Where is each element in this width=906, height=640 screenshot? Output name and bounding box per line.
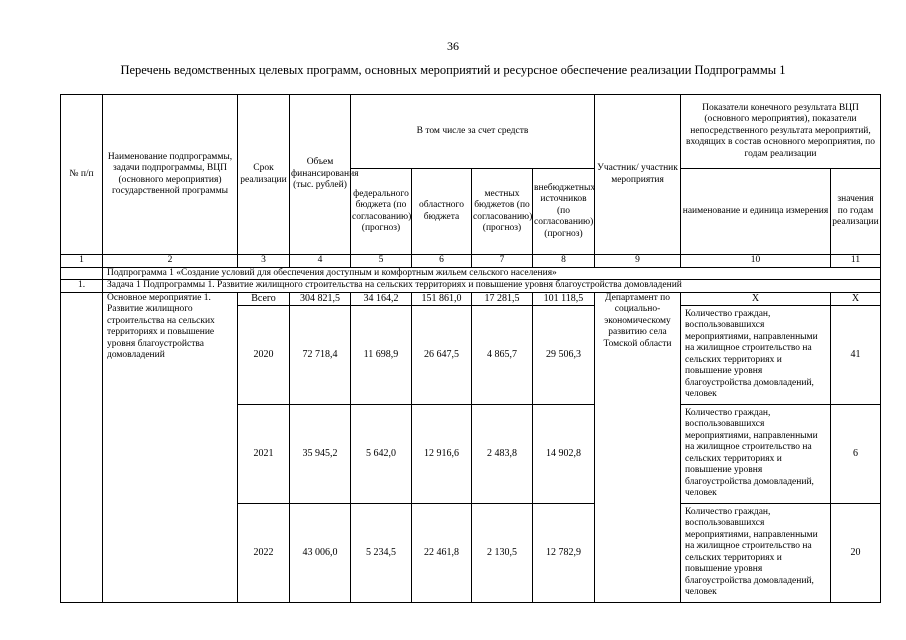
task-row [61,280,881,293]
volume-cell: 72 718,4 [290,305,351,404]
header-ind-value: значения по годам реализации [831,169,881,255]
term-cell: 2020 [238,305,290,404]
indicator-name-cell: Х [681,292,831,305]
indicator-value-cell: 20 [831,503,881,602]
volume-cell: 35 945,2 [290,404,351,503]
regional-cell: 151 861,0 [412,292,472,305]
indicator-name-cell: Количество граждан, воспользовавшихся мероприятиями, направленными на жилищное строительство на сельских территориях и повышение уровня благоустройства домовладений, человек [681,404,831,503]
extra-cell: 14 902,8 [533,404,595,503]
col-number: 8 [533,255,595,268]
volume-cell: 43 006,0 [290,503,351,602]
measure-name: Основное мероприятие 1. Развитие жилищного строительства на сельских территориях и повышение уровня благоустройства домовладений [103,292,238,602]
col-number: 2 [103,255,238,268]
header-name: Наименование подпрограммы, задачи подпрограммы, ВЦП (основного мероприятия) государственной программы [103,95,238,255]
page-title: Перечень ведомственных целевых программ, основных мероприятий и ресурсное обеспечение реализации Подпрограммы 1 [120,63,786,77]
header-federal: федерального бюджета (по согласованию) (прогноз) [351,169,412,255]
col-number-row [61,255,881,268]
indicator-name-cell: Количество граждан, воспользовавшихся мероприятиями, направленными на жилищное строительство на сельских территориях и повышение уровня благоустройства домовладений, человек [681,305,831,404]
header-participant: Участник/ участник мероприятия [595,95,681,255]
extra-cell: 12 782,9 [533,503,595,602]
header-including: В том числе за счет средств [351,95,595,169]
col-number: 4 [290,255,351,268]
table-row [61,292,881,305]
term-cell: Всего [238,292,290,305]
col-number: 9 [595,255,681,268]
extra-cell: 29 506,3 [533,305,595,404]
header-num: № п/п [61,95,103,255]
participant-cell: Департамент по социально-экономическому развитию села Томской области [595,292,681,602]
header-extra: внебюджетных источников (по согласованию) (прогноз) [533,169,595,255]
col-number: 10 [681,255,831,268]
resource-table [60,94,881,603]
local-cell: 4 865,7 [472,305,533,404]
header-row-1 [61,95,881,169]
subprogram-row [61,267,881,280]
federal-cell: 5 642,0 [351,404,412,503]
col-number: 6 [412,255,472,268]
task-title: Задача 1 Подпрограммы 1. Развитие жилищного строительства на сельских территориях и повышение уровня благоустройства домовладений [103,280,881,293]
regional-cell: 22 461,8 [412,503,472,602]
col-number: 5 [351,255,412,268]
federal-cell: 5 234,5 [351,503,412,602]
header-local: местных бюджетов (по согласованию) (прогноз) [472,169,533,255]
col-number: 11 [831,255,881,268]
term-cell: 2022 [238,503,290,602]
federal-cell: 34 164,2 [351,292,412,305]
term-cell: 2021 [238,404,290,503]
extra-cell: 101 118,5 [533,292,595,305]
header-indicators: Показатели конечного результата ВЦП (основного мероприятия), показатели непосредственного результата мероприятий, входящих в состав основного мероприятия, по годам реализации [681,95,881,169]
federal-cell: 11 698,9 [351,305,412,404]
col-number: 3 [238,255,290,268]
header-ind-name: наименование и единица измерения [681,169,831,255]
col-number: 1 [61,255,103,268]
regional-cell: 26 647,5 [412,305,472,404]
regional-cell: 12 916,6 [412,404,472,503]
header-term: Срок реализации [238,95,290,255]
indicator-value-cell: 41 [831,305,881,404]
indicator-value-cell: 6 [831,404,881,503]
local-cell: 2 130,5 [472,503,533,602]
volume-cell: 304 821,5 [290,292,351,305]
header-volume: Объем финансирования (тыс. рублей) [290,95,351,255]
subprogram-title: Подпрограмма 1 «Создание условий для обеспечения доступным и комфортным жильем сельского населения» [103,267,881,280]
task-num: 1. [61,280,103,293]
local-cell: 2 483,8 [472,404,533,503]
page-number: 36 [447,39,459,53]
local-cell: 17 281,5 [472,292,533,305]
indicator-value-cell: Х [831,292,881,305]
header-regional: областного бюджета [412,169,472,255]
col-number: 7 [472,255,533,268]
indicator-name-cell: Количество граждан, воспользовавшихся мероприятиями, направленными на жилищное строительство на сельских территориях и повышение уровня благоустройства домовладений, человек [681,503,831,602]
